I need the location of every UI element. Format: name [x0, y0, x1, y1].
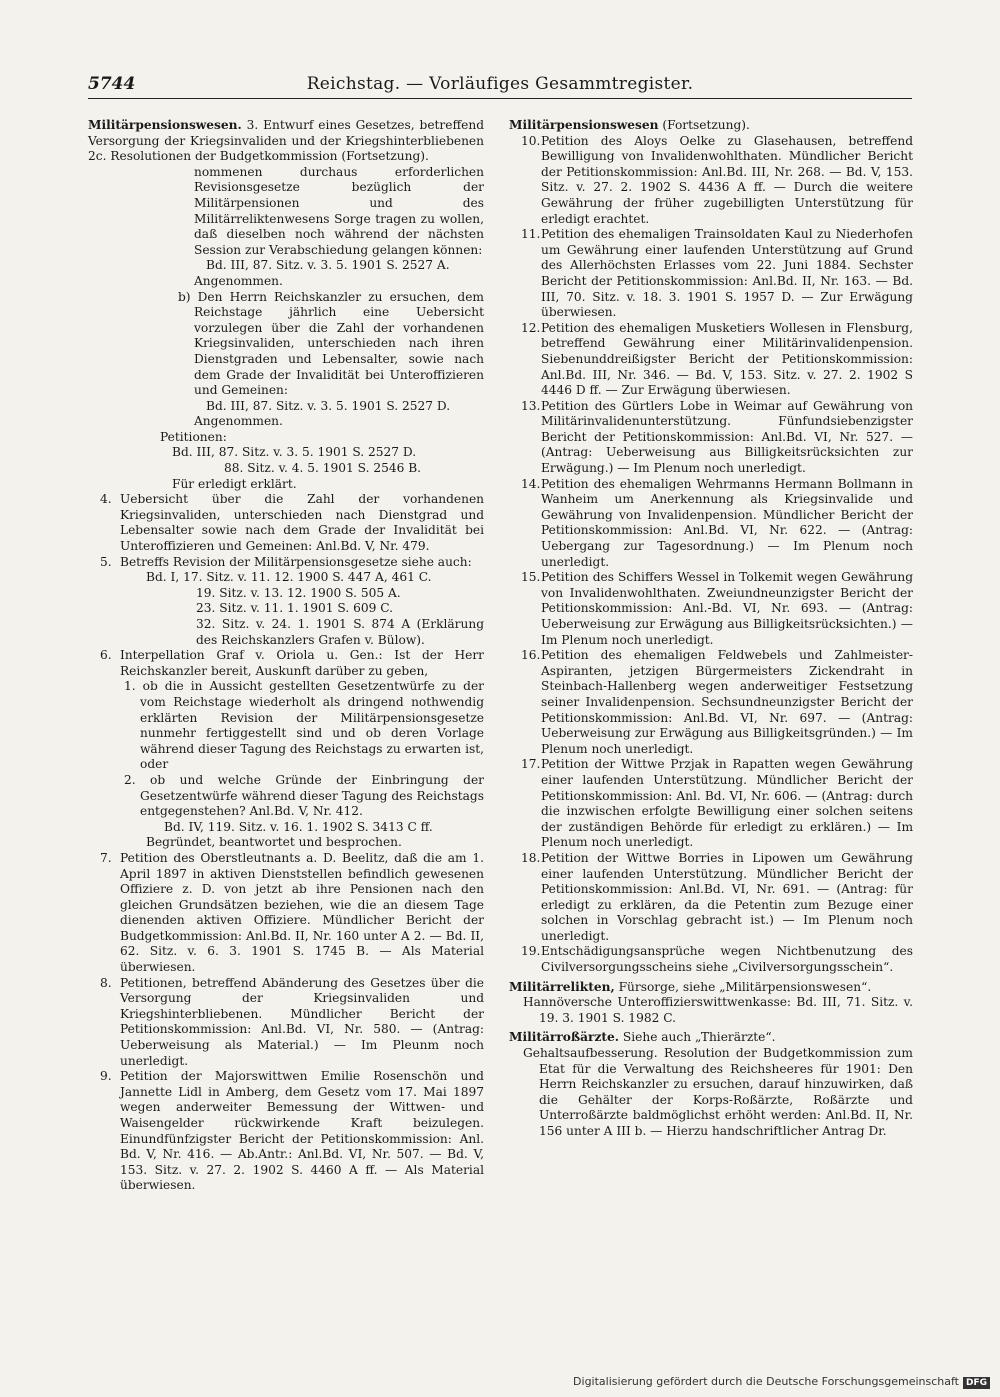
relikten-entry: [509, 980, 913, 996]
dfg-logo: DFG: [963, 1377, 990, 1389]
right-column: [509, 118, 913, 1140]
item-11: 11. Petition des ehemaligen Trainsoldaten Kaul zu Niederhofen um Gewährung einer laufenden Unterstützung auf Grund des Allerhöchsten Erlasses vom 22. Juni 1884. Sechster Bericht der Petitionskommission: Anl.Bd. II, Nr. 163. — Bd. III, 70. Sitz. v. 18. 3. 1901 S. 1957 D. — Zur Erwägung überwiesen.: [521, 227, 913, 320]
item-5-ref-1: Bd. I, 17. Sitz. v. 11. 12. 1900 S. 447 A, 461 C.: [146, 570, 432, 585]
item-7: 7. Petition des Oberstleutnants a. D. Beelitz, daß die am 1. April 1897 in aktiven Dienststellen befindlich gewesenen Offiziere z. D. von jetzt ab ihre Pensionen nach den gleichen Grundsätzen beziehen, wie die an diesem Tage dienenden aktiven Offiziere. Mündlicher Bericht der Budgetkommission: Anl.Bd. II, Nr. 160 unter A 2. — Bd. II, 62. Sitz. v. 6. 3. 1901 S. 1745 B. — Als Material überwiesen.: [100, 850, 484, 975]
entry-intro: [88, 118, 484, 165]
rossaerzte-head: Militärroßärzte.: [509, 1030, 620, 1045]
resolution-a-ref: Bd. III, 87. Sitz. v. 3. 5. 1901 S. 2527 A.: [206, 258, 450, 273]
item-8: 8. Petitionen, betreffend Abänderung des Gesetzes über die Versorgung der Kriegsinvaliden und Kriegshinterbliebenen. Mündlicher Bericht der Petitionskommission: Anl.Bd. VI, Nr. 580. — (Antrag: Ueberweisung als Material.) — Im Pleunm noch unerledigt.: [100, 975, 484, 1068]
rossaerzte-text: Siehe auch „Thierärzte“.: [622, 1030, 776, 1045]
petitions-ref-1: Bd. III, 87. Sitz. v. 3. 5. 1901 S. 2527 D.: [172, 445, 417, 460]
relikten-head: Militärrelikten,: [509, 979, 615, 994]
item-4: 4. Uebersicht über die Zahl der vorhandenen Kriegsinvaliden, unterschieden nach Dienstgrad und Lebensalter sowie nach dem Grade der Invalidität bei Unteroffizieren und Gemeinen: Anl.Bd. V, Nr. 479.: [100, 492, 484, 554]
item-5: 5. Betreffs Revision der Militärpensionsgesetze siehe auch:: [100, 554, 472, 569]
item-5-ref-3: 23. Sitz. v. 11. 1. 1901 S. 609 C.: [196, 601, 393, 616]
item-6-status: Begründet, beantwortet und besprochen.: [146, 835, 402, 850]
item-6-question-2: 2. ob und welche Gründe der Einbringung der Gesetzentwürfe während dieser Tagung des Reichstags entgegenstehen? Anl.Bd. V, Nr. 412.: [124, 772, 484, 819]
item-9: 9. Petition der Majorswittwen Emilie Rosenschön und Jannette Lidl in Amberg, dem Gesetz vom 17. Mai 1897 wegen anderweiter Bemessung der Wittwen- und Waisengelder rückwirkende Kraft beizulegen. Einundfünfzigster Bericht der Petitionskommission: Anl. Bd. V, Nr. 416. — Ab.Antr.: Anl.Bd. VI, Nr. 507. — Bd. V, 153. Sitz. v. 27. 2. 1902 S. 4460 A ff. — Als Material überwiesen.: [100, 1069, 484, 1193]
item-6-ref: Bd. IV, 119. Sitz. v. 16. 1. 1902 S. 3413 C ff.: [164, 819, 433, 834]
item-10: 10. Petition des Aloys Oelke zu Glasehausen, betreffend Bewilligung von Invalidenwohlthaten. Mündlicher Bericht der Petitionskommission: Anl.Bd. III, Nr. 268. — Bd. V, 153. Sitz. v. 27. 2. 1902 S. 4436 A ff. — Durch die weitere Gewährung der früher zugebilligten Unterstützung für erledigt erachtet.: [521, 133, 913, 226]
item-12: 12. Petition des ehemaligen Musketiers Wollesen in Flensburg, betreffend Gewährung einer Militärinvalidenpension. Siebenunddreißigster Bericht der Petitionskommission: Anl.Bd. III, Nr. 346. — Bd. V, 153. Sitz. v. 27. 2. 1902 S 4446 D ff. — Zur Erwägung überwiesen.: [521, 320, 913, 398]
rossaerzte-entry: [509, 1030, 913, 1046]
relikten-text: Fürsorge, siehe „Militärpensionswesen“.: [618, 979, 872, 994]
petitions-ref-2: 88. Sitz. v. 4. 5. 1901 S. 2546 B.: [224, 461, 422, 476]
running-title: Reichstag. — Vorläufiges Gesammtregister.: [306, 74, 694, 94]
item-6-question-1: 1. ob die in Aussicht gestellten Gesetzentwürfe zu der vom Reichstage wiederholt als dringend nothwendig erklärten Revision der Militärpensionsgesetze nunmehr fertiggestellt sind und ob deren Vorlage während dieser Tagung des Reichstags zu erwarten ist, oder: [124, 679, 484, 772]
right-head-cont: (Fortsetzung).: [662, 118, 750, 132]
item-16: 16. Petition des ehemaligen Feldwebels und Zahlmeister-Aspiranten, jetzigen Bürgermeisters Zickendraht in Steinbach-Hallenberg wegen anderweitiger Festsetzung seiner Invalidenpension. Sechsundneunzigster Bericht der Petitionskommission: Anl.Bd. VI, Nr. 697. — (Antrag: Ueberweisung zur Erwägung aus Billigkeitsgründen.) — Im Plenum noch unerledigt.: [521, 648, 913, 756]
right-head-title: Militärpensionswesen: [509, 118, 659, 132]
item-6: 6. Interpellation Graf v. Oriola u. Gen.: Ist der Herr Reichskanzler bereit, Auskunft darüber zu geben,: [100, 648, 484, 678]
left-column: [88, 118, 484, 1194]
resolution-b-status: Angenommen.: [194, 414, 283, 429]
item-17: 17. Petition der Wittwe Przjak in Rapatten wegen Gewährung einer laufenden Unterstützung. Mündlicher Bericht der Petitionskommission: Anl. Bd. VI, Nr. 606. — (Antrag: durch die inzwischen erfolgte Bewilligung einer solchen seitens der zuständigen Behörde für erledigt zu erklären.) — Im Plenum noch unerledigt.: [521, 757, 913, 850]
resolution-a-status: Angenommen.: [194, 273, 283, 288]
footer-credit: [573, 1375, 990, 1389]
item-5-ref-2: 19. Sitz. v. 13. 12. 1900 S. 505 A.: [196, 585, 401, 600]
item-13: 13. Petition des Gürtlers Lobe in Weimar auf Gewährung von Militärinvalidenunterstützung. Fünfundsiebenzigster Bericht der Petitionskommission: Anl.Bd. VI, Nr. 527. — (Antrag: Ueberweisung aus Billigkeitsrücksichten zur Erwägung.) — Im Plenum noch unerledigt.: [521, 398, 913, 476]
relikten-sub: Hannöversche Unteroffizierswittwenkasse: Bd. III, 71. Sitz. v. 19. 3. 1901 S. 1982 C.: [523, 995, 913, 1025]
resolution-b-text: b) Den Herrn Reichskanzler zu ersuchen, dem Reichstage jährlich eine Uebersicht vorzulegen über die Zahl der vorhandenen Kriegsinvaliden, unterschieden nach ihren Dienstgraden und Lebensalter, sowie nach dem Grade der Invalidität bei Unteroffizieren und Gemeinen:: [178, 289, 484, 398]
page-header: [88, 72, 912, 99]
entry-head: Militärpensionswesen.: [88, 118, 242, 132]
footer-text: Digitalisierung gefördert durch die Deutsche Forschungsgemeinschaft: [573, 1375, 959, 1388]
item-19: 19. Entschädigungsansprüche wegen Nichtbenutzung des Civilversorgungsscheins siehe „Civilversorgungsschein“.: [521, 944, 913, 975]
item-18: 18. Petition der Wittwe Borries in Lipowen um Gewährung einer laufenden Unterstützung. Mündlicher Bericht der Petitionskommission: Anl.Bd. VI, Nr. 691. — (Antrag: für erledigt zu erklären, da die Petentin zum Bezuge einer solchen in Vorschlag gebracht ist.) — Im Plenum noch unerledigt.: [521, 850, 913, 943]
page-number: 5744: [88, 74, 136, 94]
entry-intro-text: 3. Entwurf eines Gesetzes, betreffend Versorgung der Kriegsinvaliden und der Kriegshinterbliebenen 2c. Resolutionen der Budgetkommission (Fortsetzung).: [88, 118, 484, 164]
resolution-b-ref: Bd. III, 87. Sitz. v. 3. 5. 1901 S. 2527 D.: [206, 398, 451, 413]
right-head: [509, 118, 913, 134]
resolution-a-text: nommenen durchaus erforderlichen Revisionsgesetze bezüglich der Militärpensionen und des Militärreliktenwesens Sorge tragen zu wollen, daß dieselben noch während der nächsten Session zur Verabschiedung gelangen können:: [194, 164, 484, 257]
petitions-label: Petitionen:: [160, 429, 227, 444]
petitions-status: Für erledigt erklärt.: [172, 476, 297, 491]
rossaerzte-body: Gehaltsaufbesserung. Resolution der Budgetkommission zum Etat für die Verwaltung des Reichsheeres für 1901: Den Herrn Reichskanzler zu ersuchen, darauf hinzuwirken, daß die Gehälter der Korps-Roßärzte, Roßärzte und Unterroßärzte baldmöglichst erhöht werden: Anl.Bd. II, Nr. 156 unter A III b. — Hierzu handschriftlicher Antrag Dr.: [523, 1046, 913, 1138]
item-5-ref-4: 32. Sitz. v. 24. 1. 1901 S. 874 A (Erklärung des Reichskanzlers Grafen v. Bülow).: [196, 617, 484, 647]
item-15: 15. Petition des Schiffers Wessel in Tolkemit wegen Gewährung von Invalidenwohlthaten. Zweiundneunzigster Bericht der Petitionskommission: Anl.-Bd. VI, Nr. 693. — (Antrag: Ueberweisung zur Erwägung aus Billigkeitsrücksichten.) — Im Plenum noch unerledigt.: [521, 570, 913, 647]
item-14: 14. Petition des ehemaligen Wehrmanns Hermann Bollmann in Wanheim um Anerkennung als Kriegsinvalide und Gewährung von Invalidenpension. Mündlicher Bericht der Petitionskommission: Anl.Bd. VI, Nr. 622. — (Antrag: Uebergang zur Tagesordnung.) — Im Plenum noch unerledigt.: [521, 476, 913, 569]
